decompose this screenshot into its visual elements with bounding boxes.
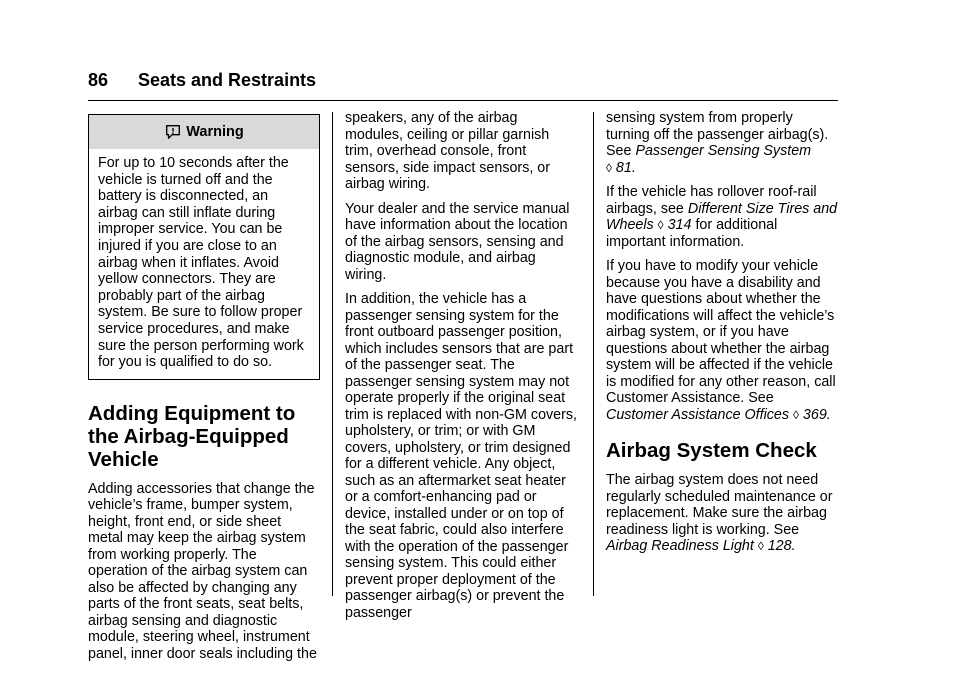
warning-box xyxy=(88,114,320,380)
cross-reference-link[interactable]: Airbag Readiness Light xyxy=(606,538,754,554)
page-reference-icon: ◊ xyxy=(657,218,664,232)
page-number: 86 xyxy=(88,70,109,90)
cross-reference-link[interactable]: Customer Assistance Offices xyxy=(606,406,790,423)
column-divider-2 xyxy=(593,112,594,596)
paragraph-text: The airbag system does not need regularly scheduled maintenance or replacement. Make sure the airbag readiness light is working. See xyxy=(606,472,833,538)
column-2 xyxy=(345,110,577,629)
column-1 xyxy=(88,110,320,662)
cross-reference-link[interactable]: Different Size Tires and Wheels xyxy=(606,200,838,233)
page-reference[interactable]: 369 xyxy=(802,406,827,423)
paragraph: speakers, any of the airbag modules, ceiling or pillar garnish trim, overhead console, front sensors, side impact sensors, or airbag wiring. xyxy=(345,110,551,192)
paragraph: Your dealer and the service manual have information about the location of the airbag sensors, sensing and diagnostic module, and airbag wiring. xyxy=(345,200,570,283)
paragraph-text: sensing system from properly turning off the passenger airbag(s). See xyxy=(606,110,829,159)
cross-reference-link[interactable]: Passenger Sensing System xyxy=(635,143,812,159)
paragraph-text: If you have to modify your vehicle because you have a disability and have questions about whether the modifications will affect the vehicle’s airbag system, or if you have questions about whether the airbag system will be affected if the vehicle is modified for any other reason, call Customer Assistance. See xyxy=(606,258,836,406)
paragraph: The airbag system does not need regularly scheduled maintenance or replacement. Make sure the airbag readiness light is working. See Airbag Readiness Light ◊ 128. xyxy=(606,472,833,554)
page-reference[interactable]: 314 xyxy=(667,217,692,233)
warning-speech-icon xyxy=(164,123,182,141)
page-reference-icon: ◊ xyxy=(757,539,764,553)
chapter-title: Seats and Restraints xyxy=(138,70,317,90)
section-heading-airbag-system-check: Airbag System Check xyxy=(606,439,817,462)
warning-title: Warning xyxy=(186,123,244,140)
column-3 xyxy=(606,110,838,563)
section-heading-adding-equipment: Adding Equipment to the Airbag-Equipped Vehicle xyxy=(88,401,296,471)
column-divider-1 xyxy=(332,112,333,596)
paragraph xyxy=(88,481,320,663)
warning-header xyxy=(89,115,319,149)
paragraph xyxy=(606,184,838,250)
paragraph: sensing system from properly turning off the passenger airbag(s). See Passenger Sensing System ◊ 81. xyxy=(606,110,829,176)
page-reference-icon: ◊ xyxy=(793,407,799,422)
page-reference[interactable]: 128 xyxy=(767,538,792,554)
paragraph-text: for additional important information. xyxy=(606,217,778,250)
paragraph-text: If the vehicle has rollover roof-rail airbags, see xyxy=(606,184,817,217)
paragraph: In addition, the vehicle has a passenger sensing system for the front outboard passenger position, which includes sensors that are part of the passenger seat. The passenger sensing system may not operate properly if the original seat trim is replaced with non-GM covers, upholstery, or trim; or with GM covers, upholstery, or trim designed for a different vehicle. Any object, such as an aftermarket seat heater or a comfort-enhancing pad or device, installed under or on top of the seat fabric, could also interfere with the operation of the passenger sensing system. This could either prevent proper deployment of the passenger airbag(s) or prevent the passenger xyxy=(345,291,577,621)
warning-body: For up to 10 seconds after the vehicle is turned off and the battery is disconnected, an airbag can still inflate during improper service. You can be injured if you are close to an airbag when it inflates. Avoid yellow connectors. They are probably part of the airbag system. Be sure to follow proper service procedures, and make sure the person performing work for you is qualified to do so. xyxy=(98,155,304,371)
page-reference[interactable]: 81 xyxy=(615,159,632,176)
paragraph: If you have to modify your vehicle because you have a disability and have questions about whether the modifications will affect the vehicle’s airbag system, or if you have questions about whether the airbag system will be affected if the vehicle is modified for any other reason, call Customer Assistance. See Customer Assistance Offices ◊ 369. xyxy=(606,258,836,423)
page-reference-icon: ◊ xyxy=(606,160,612,175)
page-header xyxy=(88,70,838,101)
paragraph-text: Adding accessories that change the vehicle’s frame, bumper system, height, front end, or side sheet metal may keep the airbag system from working properly. The operation of the airbag system can also be affected by changing any parts of the front seats, seat belts, airbag sensing and diagnostic module, steering wheel, instrument panel, inner door seals including the xyxy=(88,480,317,662)
